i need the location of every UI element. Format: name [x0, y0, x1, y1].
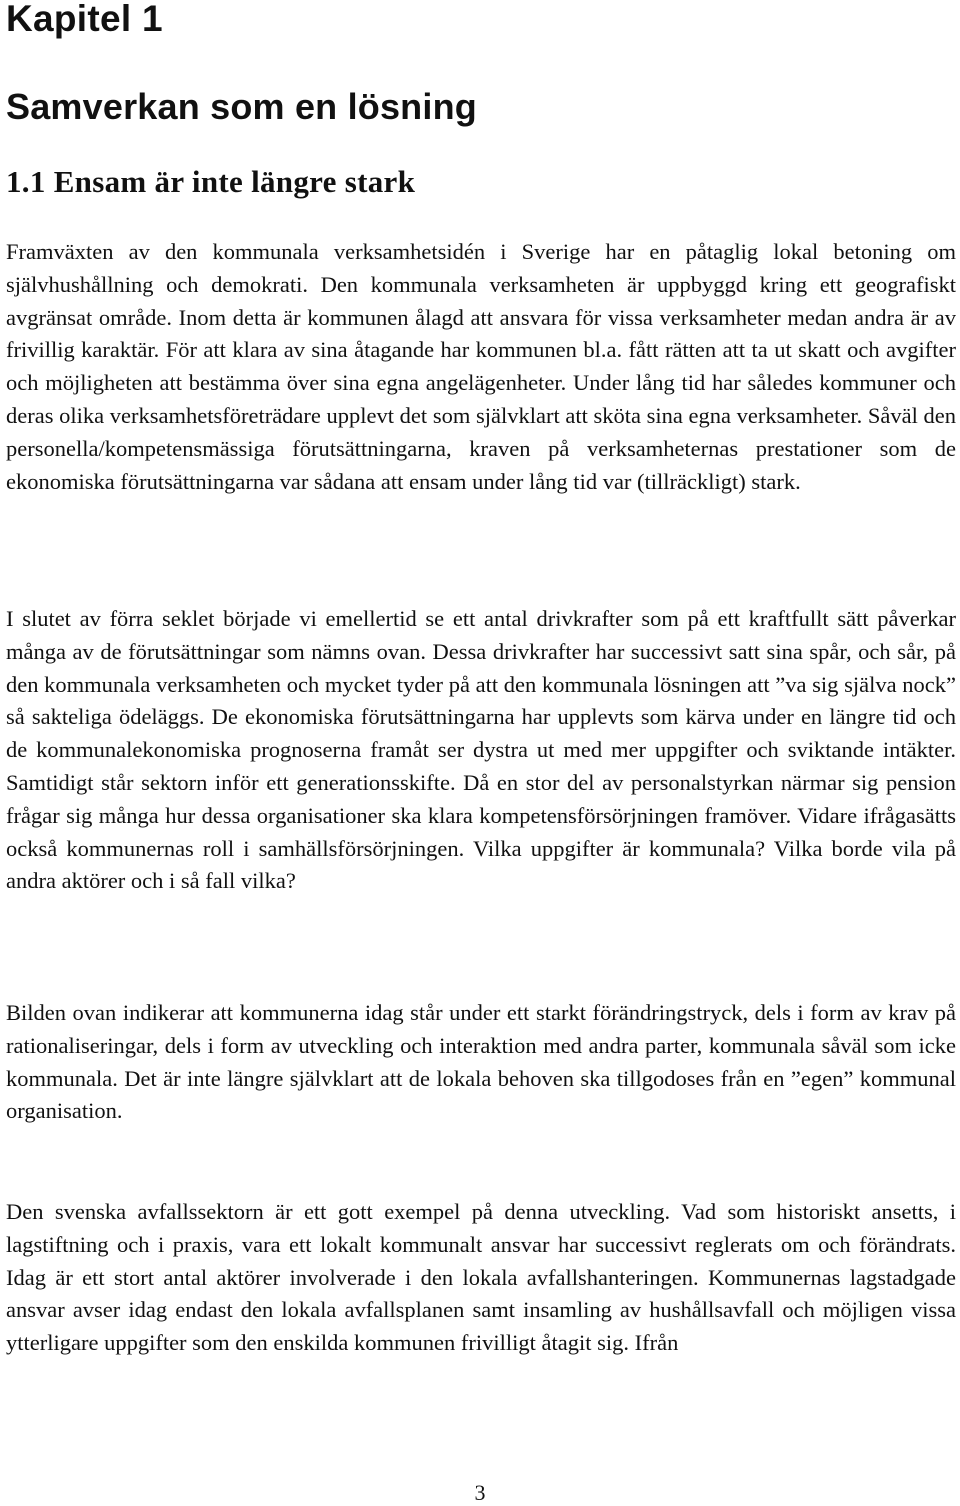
chapter-title: Samverkan som en lösning: [6, 86, 477, 127]
body-paragraph: Bilden ovan indikerar att kommunerna idag står under ett starkt förändringstryck, dels i form av krav på rationaliseringar, dels i form av utveckling och interaktion med andra parter, kommunala såväl som icke kommunala. Det är inte längre självklart att de lokala behoven ska tillgodoses från en ”egen” kommunal organisation.: [6, 1000, 956, 1124]
page-number: 3: [474, 1480, 486, 1505]
body-paragraph: Framväxten av den kommunala verksamhetsidén i Sverige har en påtaglig lokal betoning om självhushållning och demokrati. Den kommunala verksamheten är uppbyggd kring ett geografiskt avgränsat område. Inom detta är kommunen ålagd att ansvara för vissa verksamheter medan andra är av frivillig karaktär. För att klara av sina åtagande har kommunen bl.a. fått rätten att ta ut skatt och avgifter och möjligheten att bestämma över sina egna angelägenheter. Under lång tid har således kommuner och deras olika verksamhetsföreträdare upplevt det som självklart att sköta sina egna verksamheter. Såväl den personella/kompetensmässiga förutsättningarna, kraven på verksamheternas prestationer som de ekonomiska förutsättningarna var sådana att ensam under lång tid var (tillräckligt) stark.: [6, 239, 956, 494]
body-paragraph: I slutet av förra seklet började vi emellertid se ett antal drivkrafter som på ett kraftfullt sätt påverkar många av de förutsättningar som nämns ovan. Dessa drivkrafter har successivt satt sina spår, och sår, på den kommunala verksamheten och mycket tyder på att den kommunala lösningen att ”va sig själva nock” så sakteliga ödeläggs. De ekonomiska förutsättningarna har upplevts som kärva under en längre tid och de kommunalekonomiska prognoserna framåt ser dystra ut med mer uppgifter och sviktande intäkter. Samtidigt står sektorn inför ett generationsskifte. Då en stor del av personalstyrkan närmar sig pension frågar sig många hur dessa organisationer ska klara kompetensförsörjningen framöver. Vidare ifrågasätts också kommunernas roll i samhällsförsörjningen. Vilka uppgifter är kommunala? Vilka borde vila på andra aktörer och i så fall vilka?: [6, 606, 956, 894]
body-paragraph: Den svenska avfallssektorn är ett gott exempel på denna utveckling. Vad som historiskt ansetts, i lagstiftning och i praxis, vara ett lokalt kommunalt ansvar har successivt reglerats om och förändrats. Idag är ett stort antal aktörer involverade i den lokala avfallshanteringen. Kommunernas lagstadgade ansvar avser idag endast den lokala avfallsplanen samt insamling av hushållsavfall och möjligen vissa ytterligare uppgifter som den enskilda kommunen frivilligt åtagit sig. Ifrån: [6, 1199, 956, 1356]
chapter-heading: Kapitel 1: [6, 0, 163, 39]
section-heading: 1.1 Ensam är inte längre stark: [6, 164, 416, 199]
